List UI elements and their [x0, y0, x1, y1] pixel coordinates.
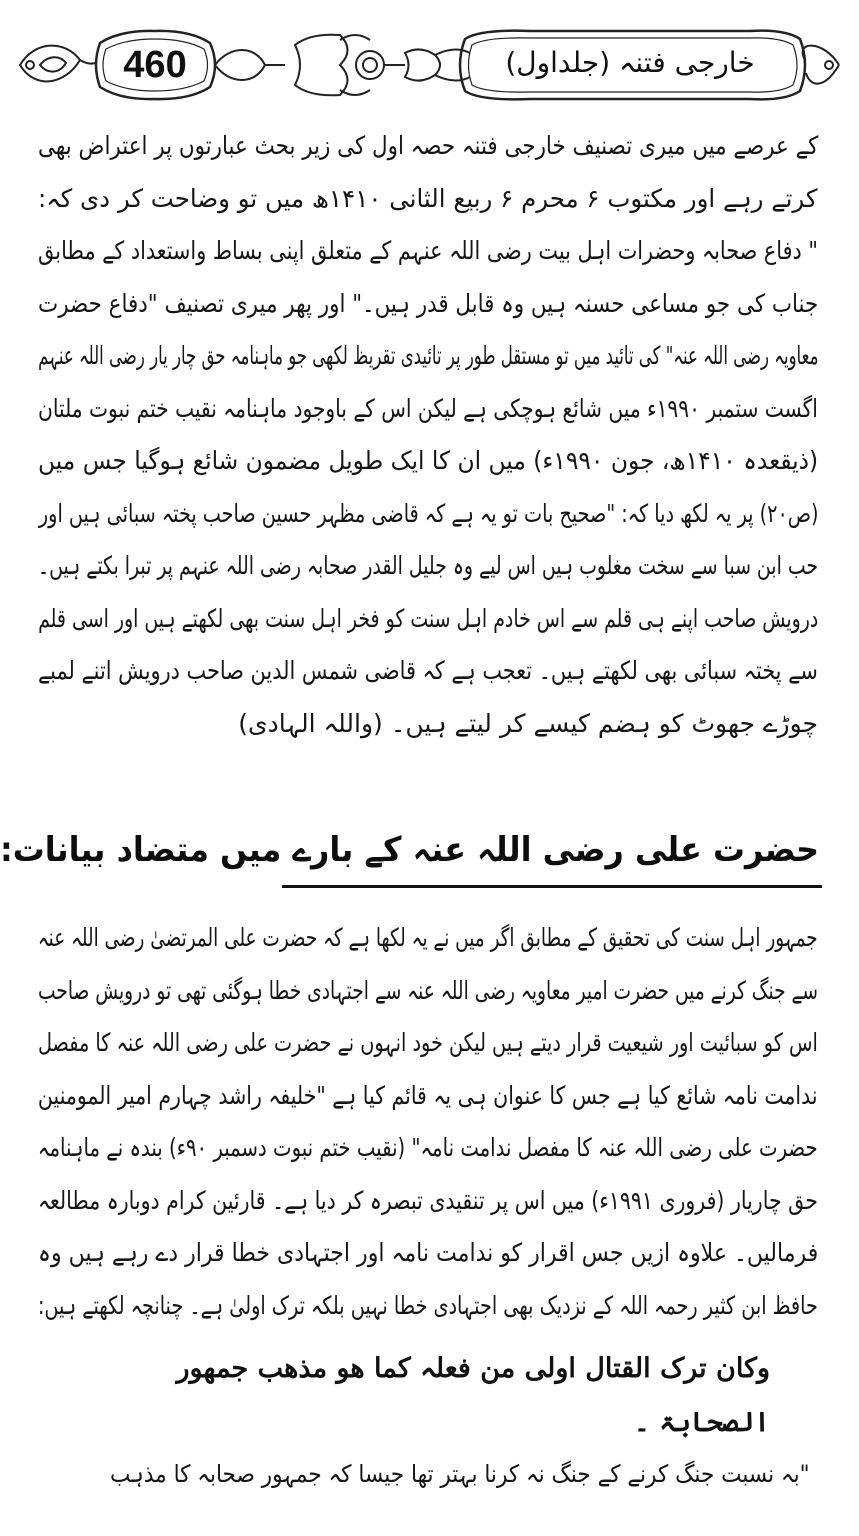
- text-line: سے پختہ سبائی بھی لکھتے ہیں۔ تعجب ہے کہ قاضی شمس الدین صاحب درویش اتنے لمبے: [38, 656, 818, 685]
- text-line: (ص۲۰) پر یہ لکھ دیا کہ: "صحیح بات تو یہ ہے کہ قاضی مظہر حسین صاحب پختہ سبائی ہیں اور: [38, 498, 818, 528]
- text-line: کرتے رہے اور مکتوب ۶ محرم ۶ ربیع الثانی ۱۴۱۰ھ میں تو وضاحت کر دی کہ:: [38, 183, 818, 213]
- page-number: 460: [123, 44, 187, 86]
- text-line: حب ابن سبا سے سخت مغلوب ہیں اس لیے وہ جلیل القدر صحابہ رضی اللہ عنہم پر تبرا بکتے ہیں۔: [37, 551, 818, 580]
- text-line: جناب کی جو مساعی حسنہ ہیں وہ قابل قدر ہیں۔" اور پھر میری تصنیف "دفاع حضرت: [37, 288, 818, 318]
- page-header: [10, 25, 849, 105]
- text-line: فرمالیں۔ علاوہ ازیں جس اقرار کو ندامت نامہ اور اجتہادی خطا قرار دے رہے ہیں وہ: [37, 1238, 818, 1267]
- arabic-quote-line: الصحابۃ ۔: [634, 1407, 770, 1438]
- text-line: اس کو سبائیت اور شیعیت قرار دیتے ہیں لیکن خود انہوں نے حضرت علی رضی اللہ عنہ کا مفصل: [38, 1028, 818, 1057]
- translation-line: "بہ نسبت جنگ کرنے کے جنگ نہ کرنا بہتر تھا جیسا کہ جمہور صحابہ کا مذہب: [110, 1460, 810, 1488]
- text-line: سے جنگ کرنے میں حضرت امیر معاویہ رضی اللہ عنہ سے اجتہادی خطا ہوگئی تھی تو درویش صاحب: [37, 975, 818, 1005]
- text-line: (ذیقعدہ ۱۴۱۰ھ، جون ۱۹۹۰ء) میں ان کا ایک طویل مضمون شائع ہوگیا جس میں: [37, 446, 818, 475]
- text-line: اگست ستمبر ۱۹۹۰ء میں شائع ہوچکی ہے لیکن اس کے باوجود ماہنامہ نقیب ختم نبوت ملتان: [38, 393, 818, 423]
- text-line: ندامت نامہ شائع کیا ہے جس کا عنوان ہی یہ قائم کیا ہے "خلیفہ راشد چہارم امیر المومنین: [38, 1080, 818, 1110]
- text-line: کے عرصے میں میری تصنیف خارجی فتنہ حصہ اول کی زیر بحث عبارتوں پر اعتراض بھی: [37, 131, 818, 160]
- text-line: معاویہ رضی اللہ عنہ" کی تائید میں تو مستقل طور پر تائیدی تقریظ لکھی جو ماہنامہ حق چار یار رضی اللہ عنہم: [37, 341, 818, 370]
- text-line: حضرت علی رضی اللہ عنہ کا مفصل ندامت نامہ" (نقیب ختم نبوت دسمبر ۹۰ء) بندہ نے ماہنامہ: [38, 1133, 819, 1162]
- section-heading: حضرت علی رضی اللہ عنہ کے بارے میں متضاد بیانات:: [0, 830, 819, 870]
- heading-underline: [282, 885, 822, 888]
- paragraph-block-1: [38, 120, 818, 750]
- text-line: جمہور اہل سنت کی تحقیق کے مطابق اگر میں نے یہ لکھا ہے کہ حضرت علی المرتضیٰ رضی اللہ عنہ: [38, 923, 818, 952]
- text-line: حافظ ابن کثیر رحمہ اللہ کے نزدیک بھی اجتہادی خطا نہیں بلکہ ترک اولیٰ ہے۔ چنانچہ لکھتے ہیں:: [38, 1290, 818, 1320]
- text-line: " دفاع صحابہ وحضرات اہل بیت رضی اللہ عنہم کے متعلق اپنی بساط واستعداد کے مطابق: [38, 236, 818, 265]
- paragraph-block-2: [38, 912, 818, 1332]
- text-line: حق چاریار (فروری ۱۹۹۱ء) میں اس پر تنقیدی تبصرہ کر دیا ہے۔ قارئین کرام دوبارہ مطالعہ: [38, 1185, 818, 1215]
- text-line: درویش صاحب اپنے ہی قلم سے اس خادم اہل سنت کو فخر اہل سنت بھی لکھتے ہیں اور اسی قلم: [37, 603, 818, 633]
- running-title: خارجی فتنہ (جلداول): [505, 46, 755, 79]
- arabic-quote-line: وکان ترک القتال اولی من فعلہ کما ھو مذھب جمھور: [176, 1353, 770, 1384]
- text-line: چوڑے جھوٹ کو ہضم کیسے کر لیتے ہیں۔ (واللہ الہادی): [238, 708, 818, 738]
